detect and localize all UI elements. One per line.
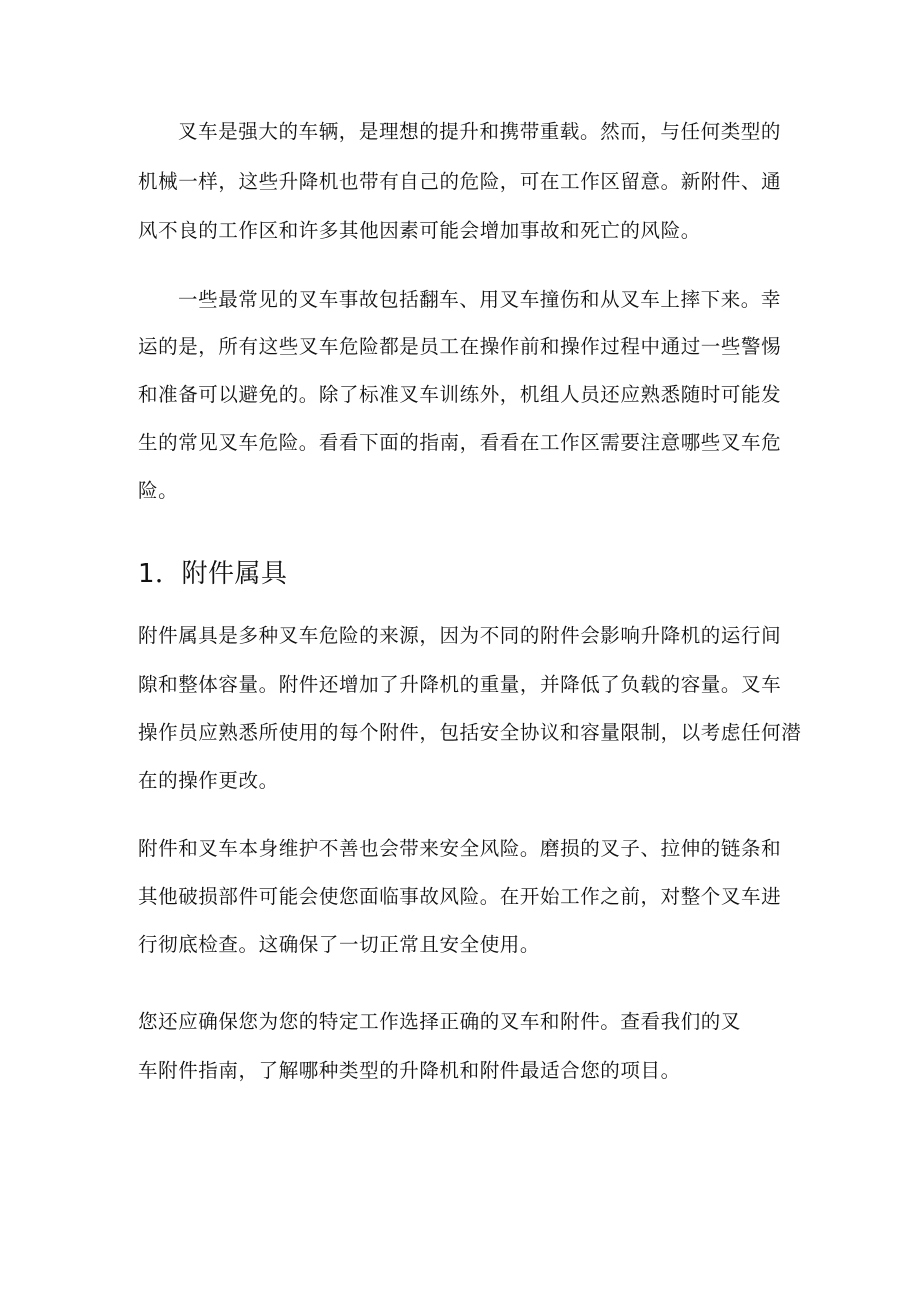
text-line: 在的操作更改。: [138, 769, 279, 792]
text-line: 风不良的工作区和许多其他因素可能会增加事故和死亡的风险。: [138, 219, 701, 242]
text-line: 车附件指南，了解哪种类型的升降机和附件最适合您的项目。: [138, 1059, 681, 1082]
text-line: 操作员应熟悉所使用的每个附件，包括安全协议和容量限制，以考虑任何潜: [138, 721, 802, 744]
text-line: 生的常见叉车危险。看看下面的指南，看看在工作区需要注意哪些叉车危: [138, 431, 782, 454]
text-line: 和准备可以避免的。除了标准叉车训练外，机组人员还应熟悉随时可能发: [138, 383, 782, 406]
text-line: 险。: [138, 479, 179, 502]
text-line: 一些最常见的叉车事故包括翻车、用叉车撞伤和从叉车上摔下来。幸: [178, 288, 782, 311]
text-line: 运的是，所有这些叉车危险都是员工在操作前和操作过程中通过一些警惕: [138, 335, 782, 358]
text-line: 行彻底检查。这确保了一切正常且安全使用。: [138, 933, 541, 956]
text-line: 叉车是强大的车辆，是理想的提升和携带重载。然而，与任何类型的: [178, 120, 782, 143]
text-line: 隙和整体容量。附件还增加了升降机的重量，并降低了负载的容量。叉车: [138, 673, 782, 696]
text-line: 您还应确保您为您的特定工作选择正确的叉车和附件。查看我们的叉: [138, 1010, 742, 1033]
text-line: 机械一样，这些升降机也带有自己的危险，可在工作区留意。新附件、通: [138, 170, 782, 193]
text-line: 附件和叉车本身维护不善也会带来安全风险。磨损的叉子、拉伸的链条和: [138, 837, 782, 860]
text-line: 其他破损部件可能会使您面临事故风险。在开始工作之前，对整个叉车进: [138, 885, 782, 908]
section-heading: 1．附件属具: [138, 559, 288, 589]
text-line: 附件属具是多种叉车危险的来源，因为不同的附件会影响升降机的运行间: [138, 624, 782, 647]
